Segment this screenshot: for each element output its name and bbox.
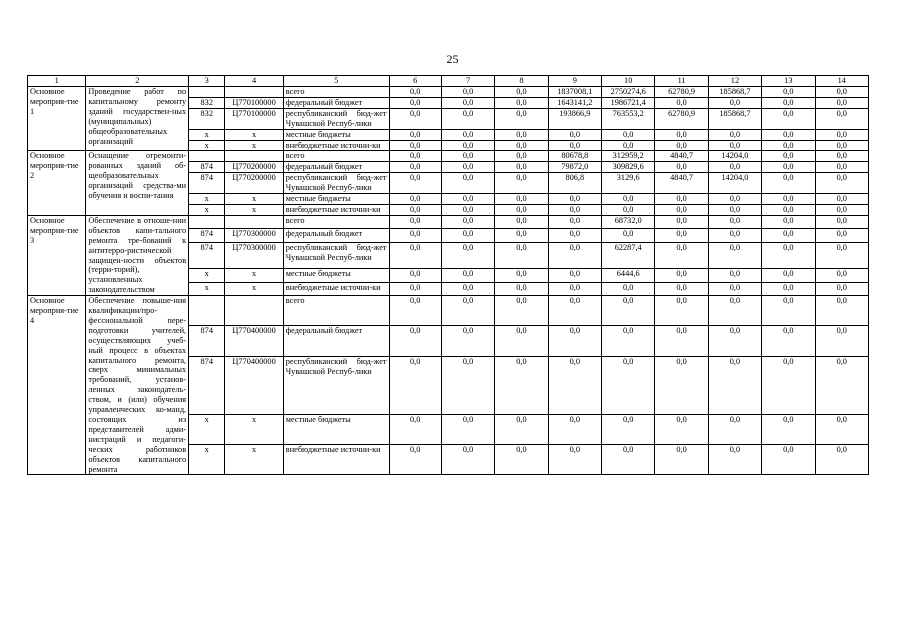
target-article-code: x xyxy=(225,414,283,444)
year-value: 0,0 xyxy=(655,215,708,229)
funding-source: внебюджетные источни-ки xyxy=(283,445,389,475)
year-value: 0,0 xyxy=(389,326,441,356)
column-number-3: 3 xyxy=(189,76,225,87)
year-value: 0,0 xyxy=(708,97,761,108)
year-value: 0,0 xyxy=(762,194,815,205)
funding-source: федеральный бюджет xyxy=(283,162,389,173)
year-value: 0,0 xyxy=(708,229,761,243)
year-value: 0,0 xyxy=(602,282,655,296)
funding-source: федеральный бюджет xyxy=(283,326,389,356)
year-value: 193866,9 xyxy=(548,108,601,129)
year-value: 0,0 xyxy=(441,356,494,414)
measure-name: Основное мероприя-тие 1 xyxy=(28,87,86,151)
year-value: 4840,7 xyxy=(655,151,708,162)
grbs-code: 832 xyxy=(189,108,225,129)
year-value: 0,0 xyxy=(655,229,708,243)
year-value: 62780,9 xyxy=(655,108,708,129)
year-value: 0,0 xyxy=(762,282,815,296)
year-value: 0,0 xyxy=(389,173,441,194)
year-value: 0,0 xyxy=(762,243,815,269)
year-value: 0,0 xyxy=(548,243,601,269)
measure-description: Проведение работ по капитальному ремонту зданий государствен-ных (муниципальных) общеобразовательных организаций xyxy=(86,87,189,151)
year-value: 0,0 xyxy=(495,173,548,194)
year-value: 0,0 xyxy=(602,356,655,414)
target-article-code xyxy=(225,151,283,162)
measure-name: Основное мероприя-тие 3 xyxy=(28,215,86,295)
year-value: 0,0 xyxy=(602,204,655,215)
column-number-11: 11 xyxy=(655,76,708,87)
target-article-code: x xyxy=(225,282,283,296)
year-value: 0,0 xyxy=(389,140,441,151)
grbs-code: x xyxy=(189,445,225,475)
grbs-code: 874 xyxy=(189,229,225,243)
target-article-code: x xyxy=(225,129,283,140)
target-article-code: x xyxy=(225,194,283,205)
year-value: 0,0 xyxy=(389,282,441,296)
grbs-code: x xyxy=(189,194,225,205)
grbs-code: 874 xyxy=(189,173,225,194)
year-value: 0,0 xyxy=(708,326,761,356)
year-value: 0,0 xyxy=(815,268,868,282)
year-value: 0,0 xyxy=(495,129,548,140)
year-value: 0,0 xyxy=(762,173,815,194)
year-value: 0,0 xyxy=(495,108,548,129)
year-value: 0,0 xyxy=(708,282,761,296)
year-value: 0,0 xyxy=(548,282,601,296)
year-value: 0,0 xyxy=(655,282,708,296)
year-value: 0,0 xyxy=(441,243,494,269)
year-value: 0,0 xyxy=(389,445,441,475)
funding-source: федеральный бюджет xyxy=(283,229,389,243)
grbs-code xyxy=(189,296,225,326)
year-value: 0,0 xyxy=(602,296,655,326)
funding-source: республиканский бюд-жет Чувашской Респуб-лики xyxy=(283,356,389,414)
year-value: 0,0 xyxy=(762,268,815,282)
year-value: 185868,7 xyxy=(708,87,761,98)
year-value: 0,0 xyxy=(441,129,494,140)
year-value: 0,0 xyxy=(762,414,815,444)
funding-source: местные бюджеты xyxy=(283,414,389,444)
year-value: 0,0 xyxy=(548,326,601,356)
year-value: 0,0 xyxy=(815,356,868,414)
year-value: 309829,6 xyxy=(602,162,655,173)
target-article-code xyxy=(225,296,283,326)
measure-name: Основное мероприя-тие 2 xyxy=(28,151,86,215)
column-number-14: 14 xyxy=(815,76,868,87)
year-value: 0,0 xyxy=(441,204,494,215)
funding-source: всего xyxy=(283,151,389,162)
year-value: 0,0 xyxy=(762,445,815,475)
year-value: 0,0 xyxy=(495,194,548,205)
year-value: 0,0 xyxy=(815,243,868,269)
column-number-7: 7 xyxy=(441,76,494,87)
grbs-code: 874 xyxy=(189,162,225,173)
year-value: 1643141,2 xyxy=(548,97,601,108)
column-number-10: 10 xyxy=(602,76,655,87)
year-value: 0,0 xyxy=(655,268,708,282)
year-value: 0,0 xyxy=(762,162,815,173)
year-value: 0,0 xyxy=(602,140,655,151)
year-value: 6444,6 xyxy=(602,268,655,282)
funding-source: внебюджетные источни-ки xyxy=(283,204,389,215)
year-value: 3129,6 xyxy=(602,173,655,194)
year-value: 0,0 xyxy=(762,296,815,326)
grbs-code: x xyxy=(189,282,225,296)
column-number-5: 5 xyxy=(283,76,389,87)
year-value: 0,0 xyxy=(762,87,815,98)
year-value: 0,0 xyxy=(602,129,655,140)
year-value: 0,0 xyxy=(655,414,708,444)
year-value: 0,0 xyxy=(495,140,548,151)
year-value: 0,0 xyxy=(548,296,601,326)
year-value: 0,0 xyxy=(389,87,441,98)
target-article-code: Ц770200000 xyxy=(225,173,283,194)
funding-source: местные бюджеты xyxy=(283,268,389,282)
year-value: 0,0 xyxy=(441,140,494,151)
year-value: 79872,0 xyxy=(548,162,601,173)
year-value: 0,0 xyxy=(495,268,548,282)
year-value: 0,0 xyxy=(548,445,601,475)
year-value: 0,0 xyxy=(441,326,494,356)
year-value: 763553,2 xyxy=(602,108,655,129)
year-value: 0,0 xyxy=(548,356,601,414)
target-article-code: x xyxy=(225,140,283,151)
year-value: 0,0 xyxy=(762,204,815,215)
funding-source: внебюджетные источни-ки xyxy=(283,140,389,151)
year-value: 0,0 xyxy=(389,151,441,162)
year-value: 0,0 xyxy=(655,97,708,108)
year-value: 0,0 xyxy=(441,194,494,205)
year-value: 0,0 xyxy=(708,296,761,326)
year-value: 0,0 xyxy=(815,151,868,162)
target-article-code xyxy=(225,87,283,98)
year-value: 0,0 xyxy=(708,356,761,414)
year-value: 0,0 xyxy=(389,414,441,444)
column-number-13: 13 xyxy=(762,76,815,87)
grbs-code xyxy=(189,215,225,229)
year-value: 0,0 xyxy=(815,326,868,356)
year-value: 1837008,1 xyxy=(548,87,601,98)
year-value: 0,0 xyxy=(548,414,601,444)
year-value: 0,0 xyxy=(548,129,601,140)
year-value: 0,0 xyxy=(441,162,494,173)
year-value: 0,0 xyxy=(495,445,548,475)
year-value: 0,0 xyxy=(815,97,868,108)
column-number-4: 4 xyxy=(225,76,283,87)
year-value: 14204,0 xyxy=(708,151,761,162)
year-value: 0,0 xyxy=(708,445,761,475)
measure-description: Обеспечение повыше-ния квалификации/про-фессиональной пере-подготовки учителей, осуществляющих учеб-ный процесс в объектах капитального ремонта, сверх минимальных требований, установ-ленных законодатель-ством, и (или) обучения управленческих ко-манд, состоящих из представителей адми-нистраций и педагоги-ческих работников объектов капитального ремонта xyxy=(86,296,189,475)
year-value: 0,0 xyxy=(815,215,868,229)
year-value: 0,0 xyxy=(815,194,868,205)
target-article-code: Ц770100000 xyxy=(225,97,283,108)
year-value: 0,0 xyxy=(548,204,601,215)
funding-source: республиканский бюд-жет Чувашской Респуб-лики xyxy=(283,108,389,129)
year-value: 0,0 xyxy=(708,162,761,173)
year-value: 0,0 xyxy=(495,162,548,173)
funding-source: местные бюджеты xyxy=(283,194,389,205)
year-value: 0,0 xyxy=(548,229,601,243)
year-value: 0,0 xyxy=(655,140,708,151)
grbs-code: x xyxy=(189,140,225,151)
target-article-code: Ц770400000 xyxy=(225,356,283,414)
year-value: 0,0 xyxy=(548,268,601,282)
year-value: 0,0 xyxy=(441,97,494,108)
target-article-code: Ц770300000 xyxy=(225,243,283,269)
year-value: 0,0 xyxy=(655,194,708,205)
year-value: 0,0 xyxy=(495,243,548,269)
column-number-2: 2 xyxy=(86,76,189,87)
year-value: 0,0 xyxy=(495,97,548,108)
year-value: 0,0 xyxy=(762,356,815,414)
year-value: 0,0 xyxy=(815,445,868,475)
year-value: 0,0 xyxy=(548,140,601,151)
year-value: 0,0 xyxy=(815,129,868,140)
column-number-6: 6 xyxy=(389,76,441,87)
table-row xyxy=(28,215,869,229)
year-value: 0,0 xyxy=(708,215,761,229)
year-value: 0,0 xyxy=(389,108,441,129)
year-value: 0,0 xyxy=(389,296,441,326)
year-value: 0,0 xyxy=(762,151,815,162)
year-value: 0,0 xyxy=(762,326,815,356)
year-value: 0,0 xyxy=(389,268,441,282)
target-article-code: Ц770200000 xyxy=(225,162,283,173)
grbs-code: x xyxy=(189,204,225,215)
year-value: 0,0 xyxy=(495,356,548,414)
grbs-code: 874 xyxy=(189,326,225,356)
measure-description: Оснащение отремонти-рованных зданий об-щеобразовательных организаций средства-ми обучения и воспи-тания xyxy=(86,151,189,215)
year-value: 0,0 xyxy=(495,282,548,296)
year-value: 0,0 xyxy=(655,204,708,215)
target-article-code: x xyxy=(225,268,283,282)
year-value: 0,0 xyxy=(495,296,548,326)
target-article-code: Ц770400000 xyxy=(225,326,283,356)
year-value: 0,0 xyxy=(495,326,548,356)
table-row xyxy=(28,151,869,162)
target-article-code: Ц770300000 xyxy=(225,229,283,243)
year-value: 68732,0 xyxy=(602,215,655,229)
funding-source: республиканский бюд-жет Чувашской Респуб-лики xyxy=(283,243,389,269)
year-value: 14204,0 xyxy=(708,173,761,194)
year-value: 0,0 xyxy=(655,243,708,269)
year-value: 0,0 xyxy=(762,140,815,151)
year-value: 0,0 xyxy=(762,97,815,108)
column-number-1: 1 xyxy=(28,76,86,87)
target-article-code: x xyxy=(225,445,283,475)
target-article-code: x xyxy=(225,204,283,215)
year-value: 1986721,4 xyxy=(602,97,655,108)
page-number: 25 xyxy=(446,52,459,66)
measure-description: Обеспечение в отноше-нии объектов капи-тального ремонта тре-бований к антитерро-ристической защищен-ности объектов (терри-торий), установленных законодательством xyxy=(86,215,189,295)
year-value: 0,0 xyxy=(495,215,548,229)
year-value: 0,0 xyxy=(762,215,815,229)
funding-source: республиканский бюд-жет Чувашской Респуб-лики xyxy=(283,173,389,194)
year-value: 0,0 xyxy=(815,173,868,194)
funding-source: всего xyxy=(283,215,389,229)
year-value: 0,0 xyxy=(495,87,548,98)
year-value: 0,0 xyxy=(441,445,494,475)
table-row xyxy=(28,87,869,98)
year-value: 0,0 xyxy=(708,414,761,444)
year-value: 0,0 xyxy=(441,229,494,243)
grbs-code: 874 xyxy=(189,356,225,414)
year-value: 0,0 xyxy=(762,108,815,129)
year-value: 0,0 xyxy=(602,229,655,243)
year-value: 0,0 xyxy=(441,151,494,162)
year-value: 0,0 xyxy=(708,129,761,140)
year-value: 0,0 xyxy=(389,204,441,215)
year-value: 0,0 xyxy=(495,414,548,444)
year-value: 2750274,6 xyxy=(602,87,655,98)
year-value: 0,0 xyxy=(762,129,815,140)
year-value: 0,0 xyxy=(441,215,494,229)
year-value: 0,0 xyxy=(441,87,494,98)
measure-name: Основное мероприя-тие 4 xyxy=(28,296,86,475)
year-value: 0,0 xyxy=(441,268,494,282)
funding-source: всего xyxy=(283,296,389,326)
year-value: 0,0 xyxy=(815,204,868,215)
funding-source: внебюджетные источни-ки xyxy=(283,282,389,296)
year-value: 4840,7 xyxy=(655,173,708,194)
year-value: 0,0 xyxy=(708,194,761,205)
year-value: 0,0 xyxy=(815,140,868,151)
grbs-code: x xyxy=(189,414,225,444)
year-value: 62287,4 xyxy=(602,243,655,269)
funding-source: федеральный бюджет xyxy=(283,97,389,108)
column-number-12: 12 xyxy=(708,76,761,87)
target-article-code xyxy=(225,215,283,229)
year-value: 0,0 xyxy=(495,151,548,162)
grbs-code xyxy=(189,151,225,162)
year-value: 0,0 xyxy=(602,414,655,444)
table-body xyxy=(28,76,869,475)
year-value: 0,0 xyxy=(441,173,494,194)
grbs-code: x xyxy=(189,268,225,282)
year-value: 0,0 xyxy=(815,414,868,444)
year-value: 0,0 xyxy=(389,129,441,140)
year-value: 0,0 xyxy=(389,243,441,269)
year-value: 0,0 xyxy=(602,326,655,356)
year-value: 0,0 xyxy=(655,129,708,140)
year-value: 0,0 xyxy=(495,229,548,243)
year-value: 62780,9 xyxy=(655,87,708,98)
year-value: 0,0 xyxy=(815,108,868,129)
grbs-code: 874 xyxy=(189,243,225,269)
year-value: 0,0 xyxy=(655,356,708,414)
year-value: 0,0 xyxy=(389,356,441,414)
grbs-code: x xyxy=(189,129,225,140)
year-value: 0,0 xyxy=(495,204,548,215)
year-value: 0,0 xyxy=(441,414,494,444)
year-value: 0,0 xyxy=(441,108,494,129)
column-number-8: 8 xyxy=(495,76,548,87)
year-value: 0,0 xyxy=(815,87,868,98)
column-number-row xyxy=(28,76,869,87)
year-value: 0,0 xyxy=(815,162,868,173)
year-value: 0,0 xyxy=(389,162,441,173)
year-value: 0,0 xyxy=(815,229,868,243)
grbs-code xyxy=(189,87,225,98)
year-value: 0,0 xyxy=(708,268,761,282)
year-value: 0,0 xyxy=(441,282,494,296)
year-value: 0,0 xyxy=(548,215,601,229)
year-value: 0,0 xyxy=(815,296,868,326)
year-value: 80678,8 xyxy=(548,151,601,162)
year-value: 0,0 xyxy=(655,326,708,356)
budget-table xyxy=(27,75,869,475)
year-value: 0,0 xyxy=(548,194,601,205)
year-value: 0,0 xyxy=(389,229,441,243)
year-value: 0,0 xyxy=(815,282,868,296)
year-value: 0,0 xyxy=(441,296,494,326)
grbs-code: 832 xyxy=(189,97,225,108)
year-value: 0,0 xyxy=(708,243,761,269)
year-value: 0,0 xyxy=(602,445,655,475)
year-value: 0,0 xyxy=(762,229,815,243)
funding-source: местные бюджеты xyxy=(283,129,389,140)
year-value: 0,0 xyxy=(389,194,441,205)
year-value: 0,0 xyxy=(708,140,761,151)
column-number-9: 9 xyxy=(548,76,601,87)
year-value: 0,0 xyxy=(655,162,708,173)
year-value: 0,0 xyxy=(389,215,441,229)
year-value: 0,0 xyxy=(602,194,655,205)
year-value: 0,0 xyxy=(389,97,441,108)
year-value: 0,0 xyxy=(708,204,761,215)
year-value: 0,0 xyxy=(655,296,708,326)
year-value: 806,8 xyxy=(548,173,601,194)
year-value: 0,0 xyxy=(655,445,708,475)
target-article-code: Ц770100000 xyxy=(225,108,283,129)
year-value: 312959,2 xyxy=(602,151,655,162)
year-value: 185868,7 xyxy=(708,108,761,129)
funding-source: всего xyxy=(283,87,389,98)
table-row xyxy=(28,296,869,326)
